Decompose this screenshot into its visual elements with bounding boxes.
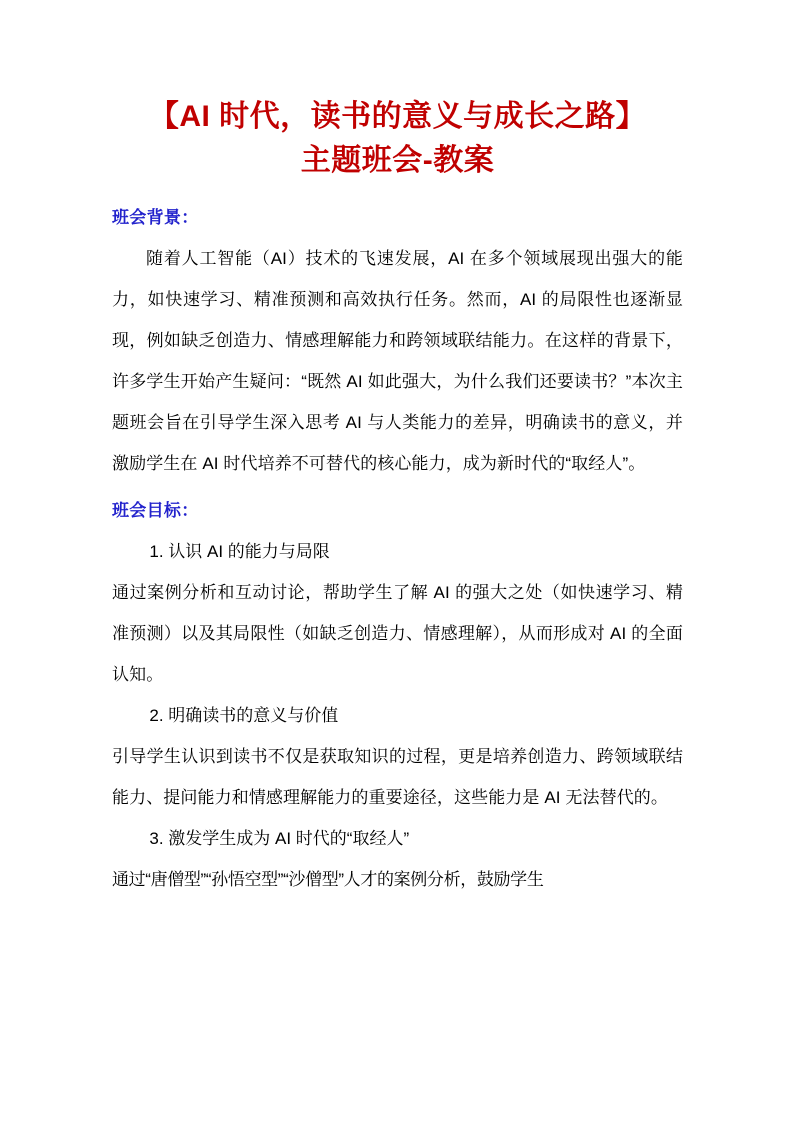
document-title-line-1: 【AI 时代，读书的意义与成长之路】 [148, 100, 647, 133]
section-heading-objectives: 班会目标： [112, 501, 199, 520]
objective-label-1: 1. 认识 AI 的能力与局限 [149, 542, 330, 561]
document-title [112, 0, 683, 183]
document-title-line-2: 主题班会-教案 [300, 144, 495, 177]
page-bottom-spacer [112, 900, 683, 1020]
document-content [112, 0, 683, 1020]
objective-description-1: 通过案例分析和互动讨论，帮助学生了解 AI 的强大之处（如快速学习、精准预测）以及其局限性（如缺乏创造力、情感理解），从而形成对 AI 的全面认知。 [112, 583, 683, 684]
background-paragraph: 随着人工智能（AI）技术的飞速发展，AI 在多个领域展现出强大的能力，如快速学习、精准预测和高效执行任务。然而，AI 的局限性也逐渐显现，例如缺乏创造力、情感理解能力和跨领域联结能力。在这样的背景下，许多学生开始产生疑问：“既然 AI 如此强大，为什么我们还要读书？”本次主题班会旨在引导学生深入思考 AI 与人类能力的差异，明确读书的意义，并激励学生在 AI 时代培养不可替代的核心能力，成为新时代的“取经人”。 [112, 249, 683, 473]
objective-description-3: 通过“唐僧型”“孙悟空型”“沙僧型”人才的案例分析，鼓励学生 [112, 870, 544, 889]
objective-description-2: 引导学生认识到读书不仅是获取知识的过程，更是培养创造力、跨领域联结能力、提问能力和情感理解能力的重要途径，这些能力是 AI 无法替代的。 [112, 747, 683, 807]
objective-label-3: 3. 激发学生成为 AI 时代的“取经人” [149, 829, 410, 848]
section-heading-background: 班会背景： [112, 208, 199, 227]
objective-label-2: 2. 明确读书的意义与价值 [149, 706, 339, 725]
